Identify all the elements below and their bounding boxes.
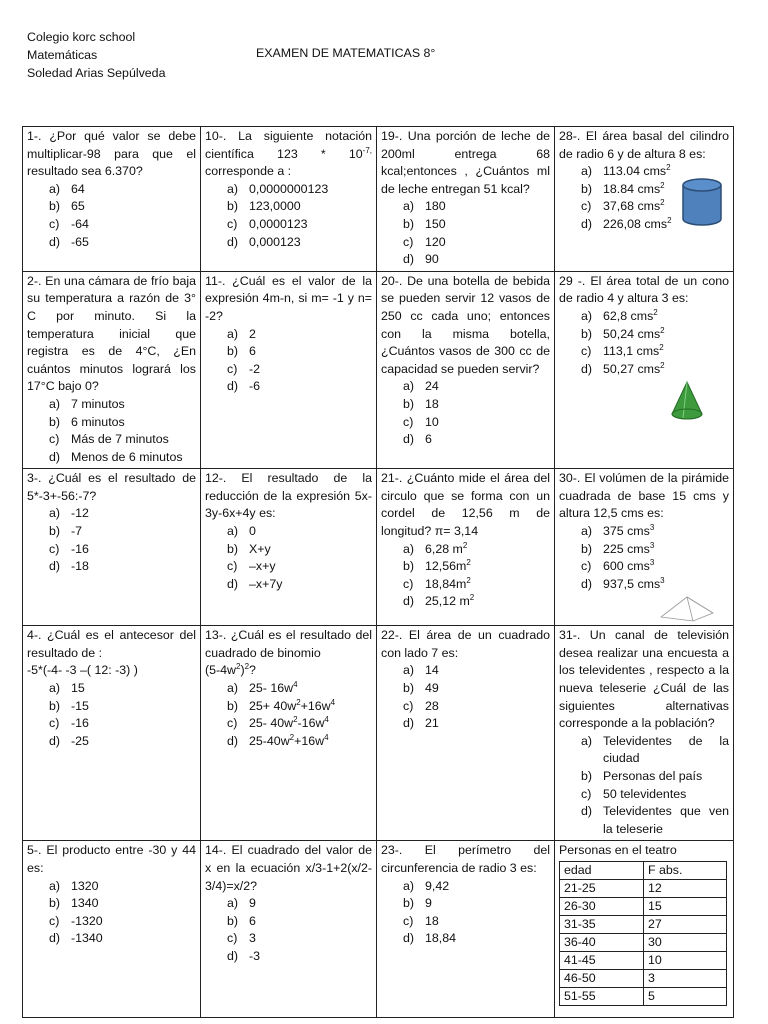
question-cell xyxy=(201,469,377,626)
question-text: 2-. En una cámara de frío baja su temperatura a razón de 3° C por minuto. Si la temperatura inicial que registra es de 4°C, ¿En cuántos minutos logrará los 17°C bajo 0? xyxy=(27,273,196,394)
option-a[interactable]: a) 62,8 cms$^2$ xyxy=(581,307,658,323)
option-a[interactable]: a) 24 xyxy=(403,379,439,394)
option-c[interactable]: c) -2 xyxy=(227,361,261,376)
table-row: 51-55 5 xyxy=(560,988,727,1006)
option-a[interactable]: a) 14 xyxy=(403,663,439,678)
options-list xyxy=(403,662,550,732)
option-b[interactable]: b) 150 xyxy=(403,216,446,231)
question-cell xyxy=(23,127,201,272)
options-list xyxy=(227,326,372,396)
options-list xyxy=(227,181,372,251)
question-text: 20-. De una botella de bebida se pueden servir 12 vasos de 250 cc cada uno; entonces con la misma botella, ¿Cuántos vasos de 300 cc de capacidad se pueden servir? xyxy=(381,273,550,376)
options-list xyxy=(49,181,196,251)
option-d[interactable]: d) -1340 xyxy=(49,931,103,946)
question-text: 10-. La siguiente notación científica $123 * 10^{-7,}$ corresponde a : xyxy=(205,129,372,179)
options-list xyxy=(581,308,729,378)
question-text: 30-. El volúmen de la pirámide cuadrada de base 15 cms y altura 12,5 cms es: xyxy=(559,471,729,521)
options-list xyxy=(49,396,196,466)
exam-row xyxy=(23,841,734,1018)
options-list xyxy=(227,895,372,965)
question-cell xyxy=(377,127,555,272)
options-list xyxy=(403,378,550,448)
question-text: 14-. El cuadrado del valor de x en la ecuación x/3-1+2(x/2-3/4)=x/2? xyxy=(205,843,372,893)
option-c[interactable]: c) 25- $40w^2-16w^4$ xyxy=(227,715,329,731)
option-c[interactable]: c) –x+y xyxy=(227,559,276,574)
option-a[interactable]: a) 64 xyxy=(49,181,85,196)
option-a[interactable]: a) 15 xyxy=(49,681,85,696)
option-b[interactable]: b) 6 minutos xyxy=(49,414,125,429)
question-text: 1-. ¿Por qué valor se debe multiplicar-98 para que el resultado sea 6.370? xyxy=(27,129,196,179)
question-expression: -5*(-4- -3 –( 12: -3) ) xyxy=(27,663,138,678)
option-b[interactable]: b) 123,0000 xyxy=(227,199,301,214)
teacher-name: Soledad Arias Sepúlveda xyxy=(27,66,166,80)
option-d[interactable]: d) 226,08 cms$^2$ xyxy=(581,215,672,231)
cylinder-icon xyxy=(681,177,723,227)
option-b[interactable]: b) X+y xyxy=(227,541,271,556)
option-c[interactable]: c) 600 cms$^3$ xyxy=(581,558,655,574)
question-text: 4-. ¿Cuál es el antecesor del resultado de : xyxy=(27,628,196,660)
option-d[interactable]: d) Menos de 6 minutos xyxy=(49,449,183,464)
option-d[interactable]: d) 90 xyxy=(403,252,439,267)
exam-row xyxy=(23,271,734,469)
table-row: 26-30 15 xyxy=(560,898,727,916)
question-text: 11-. ¿Cuál es el valor de la expresión 4m-n, si m= -1 y n= -2? xyxy=(205,273,372,323)
exam-row xyxy=(23,469,734,626)
option-b[interactable]: b) 50,24 cms$^2$ xyxy=(581,325,665,341)
option-a[interactable]: a) 25- $16w^4$ xyxy=(227,679,298,696)
option-d[interactable]: d) 0,000123 xyxy=(227,234,301,249)
option-a[interactable]: a) 180 xyxy=(403,199,446,214)
option-a[interactable]: a) 1320 xyxy=(49,878,99,893)
option-d[interactable]: d) -25 xyxy=(49,733,89,748)
option-c[interactable]: c) -1320 xyxy=(49,913,103,928)
options-list xyxy=(403,198,550,268)
options-list xyxy=(227,680,372,750)
school-name: Colegio korc school xyxy=(27,30,136,44)
exam-title: EXAMEN DE MATEMATICAS 8° xyxy=(256,46,436,60)
question-text: 12-. El resultado de la reducción de la expresión 5x-3y-6x+4y es: xyxy=(205,471,372,521)
option-c[interactable]: c) 50 televidentes xyxy=(581,786,687,801)
option-b[interactable]: b) -7 xyxy=(49,524,83,539)
option-b[interactable]: b) 49 xyxy=(403,681,439,696)
exam-row xyxy=(23,127,734,272)
frequency-cell xyxy=(555,841,734,1018)
frequency-table xyxy=(559,861,727,1006)
option-c[interactable]: c) 28 xyxy=(403,698,439,713)
question-cell xyxy=(201,626,377,841)
question-text: 29 -. El área total de un cono de radio 4 y altura 3 es: xyxy=(559,273,729,306)
option-d[interactable]: d) 50,27 cms$^2$ xyxy=(581,360,665,376)
option-b[interactable]: b) 6 xyxy=(227,344,256,359)
option-b[interactable]: b) Personas del país xyxy=(581,769,703,784)
option-d[interactable]: d) 6 xyxy=(403,432,432,447)
question-cell xyxy=(555,271,734,469)
option-a[interactable]: a) 0,0000000123 xyxy=(227,181,329,196)
option-c[interactable]: c) -16 xyxy=(49,716,89,731)
option-a[interactable]: a) 6,28 $m^2$ xyxy=(403,540,468,556)
options-list xyxy=(581,733,729,839)
option-c[interactable]: c) Más de 7 minutos xyxy=(49,432,169,447)
option-b[interactable]: b) $25+ 40w^2+16w^4$ xyxy=(227,697,336,713)
option-b[interactable]: b) 225 cms$^3$ xyxy=(581,540,655,556)
option-b[interactable]: b) 9 xyxy=(403,896,432,911)
option-b[interactable]: b) 65 xyxy=(49,199,85,214)
option-a[interactable]: a) 9 xyxy=(227,896,256,911)
option-d[interactable]: d) 21 xyxy=(403,716,439,731)
option-d[interactable]: d) 25,12 $m^2$ xyxy=(403,593,475,609)
options-list xyxy=(581,523,729,593)
question-cell xyxy=(555,127,734,272)
question-text: 13-. ¿Cuál es el resultado del cuadrado de binomio xyxy=(205,628,372,660)
question-text: 19-. Una porción de leche de 200ml entrega 68 kcal;entonces , ¿Cuántos ml de leche entregan 51 kcal? xyxy=(381,129,550,196)
options-list xyxy=(49,680,196,750)
option-b[interactable]: b) 1340 xyxy=(49,896,99,911)
frequency-header-row xyxy=(560,862,727,880)
option-c[interactable]: c) 37,68 cms$^2$ xyxy=(581,198,665,214)
question-text: 5-. El producto entre -30 y 44 es: xyxy=(27,843,196,875)
column-header: edad xyxy=(560,862,644,880)
question-cell xyxy=(377,271,555,469)
option-d[interactable]: d) Televidentes que ven la teleserie xyxy=(581,804,729,836)
option-c[interactable]: c) 0,0000123 xyxy=(227,216,308,231)
frequency-caption: Personas en el teatro xyxy=(559,843,677,858)
table-row: 41-45 10 xyxy=(560,952,727,970)
question-text: 22-. El área de un cuadrado con lado 7 es: xyxy=(381,628,550,660)
exam-table xyxy=(22,126,734,1018)
question-cell xyxy=(23,271,201,469)
pyramid-icon xyxy=(659,595,715,623)
option-b[interactable]: b) 18.84 cms$^2$ xyxy=(581,180,665,196)
option-d[interactable]: d) 18,84 xyxy=(403,931,457,946)
option-c[interactable]: c) -64 xyxy=(49,216,89,231)
question-text: 28-. El área basal del cilindro de radio 6 y de altura 8 es: xyxy=(559,129,729,161)
option-b[interactable]: b) 18 xyxy=(403,396,439,411)
option-b[interactable]: b) -15 xyxy=(49,698,89,713)
question-cell xyxy=(377,626,555,841)
option-b[interactable]: b) 6 xyxy=(227,913,256,928)
option-d[interactable]: d) $25-40w^2+16w^4$ xyxy=(227,732,329,748)
option-c[interactable]: c) 120 xyxy=(403,234,446,249)
option-d[interactable]: d) -18 xyxy=(49,559,89,574)
question-cell xyxy=(23,469,201,626)
option-d[interactable]: d) -6 xyxy=(227,379,261,394)
option-a[interactable]: a) 0 xyxy=(227,524,256,539)
option-a[interactable]: a) -12 xyxy=(49,506,89,521)
option-a[interactable]: a) 7 minutos xyxy=(49,396,125,411)
question-cell xyxy=(23,626,201,841)
option-d[interactable]: d) –x+7y xyxy=(227,576,283,591)
option-d[interactable]: d) -65 xyxy=(49,234,89,249)
exam-row xyxy=(23,626,734,841)
option-c[interactable]: c) 3 xyxy=(227,931,256,946)
cone-icon xyxy=(669,380,705,424)
table-row: 31-35 27 xyxy=(560,916,727,934)
options-list xyxy=(403,878,550,948)
question-cell xyxy=(201,271,377,469)
options-list xyxy=(403,541,550,611)
question-cell xyxy=(377,469,555,626)
table-row: 21-25 12 xyxy=(560,880,727,898)
options-list xyxy=(227,523,372,593)
option-a[interactable]: a) 375 cms$^3$ xyxy=(581,522,655,539)
question-cell xyxy=(201,127,377,272)
column-header: F abs. xyxy=(644,862,727,880)
question-text: 23-. El perímetro del circunferencia de radio 3 es: xyxy=(381,843,550,875)
table-row: 46-50 3 xyxy=(560,970,727,988)
option-b[interactable]: b) $12,56m^2$ xyxy=(403,558,471,574)
question-cell xyxy=(201,841,377,1018)
option-c[interactable]: c) 18 xyxy=(403,913,439,928)
options-list xyxy=(49,878,196,948)
option-a[interactable]: a) 9,42 xyxy=(403,878,450,893)
option-c[interactable]: c) -16 xyxy=(49,541,89,556)
table-row: 36-40 30 xyxy=(560,934,727,952)
option-a[interactable]: a) 113.04 cms$^2$ xyxy=(581,163,671,179)
option-c[interactable]: c) 113,1 cms$^2$ xyxy=(581,343,664,359)
option-a[interactable]: a) 2 xyxy=(227,326,256,341)
option-c[interactable]: c) $18,84m^2$ xyxy=(403,575,471,591)
question-cell xyxy=(555,626,734,841)
question-text: 31-. Un canal de televisión desea realizar una encuesta a los televidentes , respecto a la nueva teleserie ¿Cuál de las siguientes alternativas corresponde a la población? xyxy=(559,628,729,731)
option-d[interactable]: d) 937,5 cms$^3$ xyxy=(581,575,665,591)
question-cell xyxy=(23,841,201,1018)
question-cell xyxy=(555,469,734,626)
subject-name: Matemáticas xyxy=(27,48,98,62)
question-text: 3-. ¿Cuál es el resultado de 5*-3+-56:-7? xyxy=(27,471,196,503)
option-d[interactable]: d) -3 xyxy=(227,948,261,963)
question-text: 21-. ¿Cuánto mide el área del circulo que se forma con un cordel de 12,56 m de longitud? π= 3,14 xyxy=(381,471,550,539)
option-c[interactable]: c) 10 xyxy=(403,414,439,429)
question-expression: $(5-4w^2)^2$? xyxy=(205,662,256,678)
option-a[interactable]: a) Televidentes de la ciudad xyxy=(581,733,729,766)
options-list xyxy=(49,505,196,575)
question-cell xyxy=(377,841,555,1018)
